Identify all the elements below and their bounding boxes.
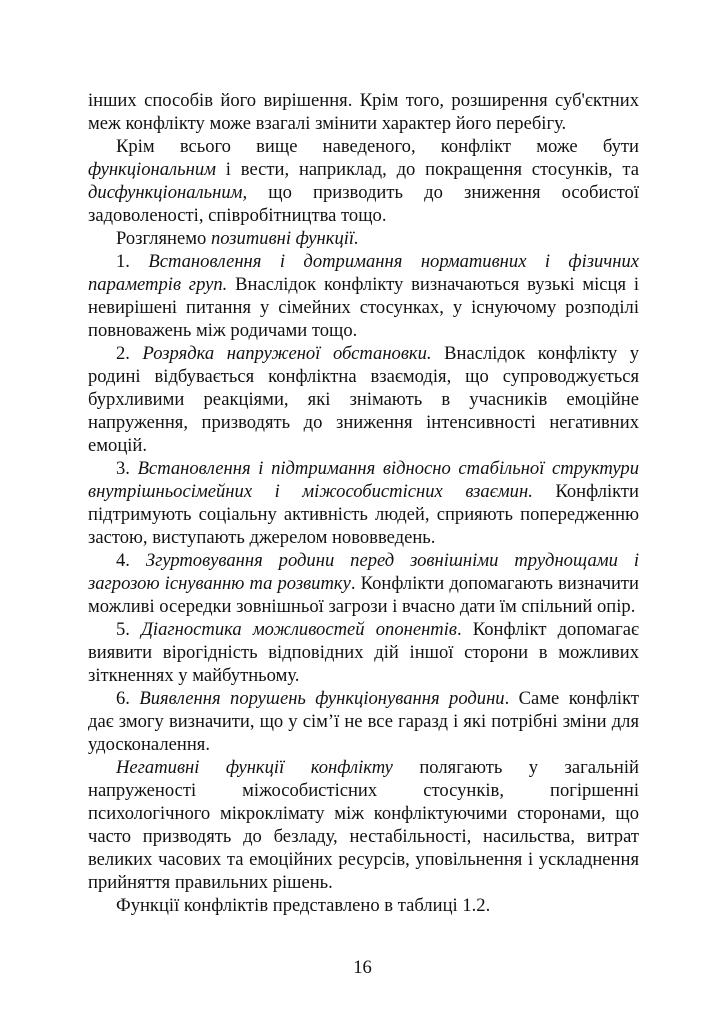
italic-text: Згуртовування родини перед зовнішніми труднощами і загрозою існуванню та розвитку	[88, 550, 640, 594]
text-run: . Конфлікт допомагає виявити вірогідність відповідних дій іншої сторони в можливих зіткненнях у майбутньому.	[88, 619, 639, 686]
paragraph	[88, 549, 639, 618]
text-run: і вести, наприклад, до покращення стосунків, та	[216, 159, 639, 180]
italic-text: Встановлення і дотримання нормативних і фізичних параметрів груп.	[88, 251, 639, 295]
italic-text: дисфункціональним,	[88, 182, 248, 203]
paragraph	[88, 756, 639, 894]
text-run: 4.	[116, 550, 146, 571]
text-run: Конфлікти підтримують соціальну активність людей, сприяють попередженню застою, виступають джерелом нововведень.	[88, 481, 639, 548]
paragraph	[88, 89, 639, 135]
italic-text: Виявлення порушень функціонування родини	[139, 688, 505, 709]
document-page	[88, 89, 639, 917]
text-run: 3.	[116, 458, 138, 479]
text-run: . Саме конфлікт дає змогу визначити, що у сім’ї не все гаразд і які потрібні зміни для удосконалення.	[88, 688, 639, 755]
text-run: Функції конфліктів представлено в таблиці 1.2.	[116, 895, 491, 916]
text-run: Розглянемо	[116, 228, 211, 249]
italic-text: функціональним	[88, 159, 216, 180]
italic-text: Діагностика можливостей опонентів	[141, 619, 457, 640]
paragraph	[88, 250, 639, 342]
text-run: Внаслідок конфлікту визначаються вузькі місця і невирішені питання у сімейних стосунках, у існуючому розподілі повноважень між родичами тощо.	[88, 274, 639, 341]
text-run: Внаслідок конфлікту у родині відбувається конфліктна взаємодія, що супроводжується бурхливими реакціями, які знімають в учасників емоційне напруження, призводять до зниження інтенсивності негативних емоцій.	[88, 343, 640, 456]
italic-text: Негативні функції конфлікту	[116, 757, 393, 778]
paragraph	[88, 618, 639, 687]
paragraph	[88, 135, 639, 227]
paragraph	[88, 894, 639, 917]
text-run: полягають у загальній напруженості міжособистісних стосунків, погіршенні психологічного мікроклімату між конфліктуючими сторонами, що часто призводять до безладу, нестабільності, насильства, витрат великих часових та емоційних ресурсів, уповільнення і ускладнення прийняття правильних рішень.	[88, 757, 639, 893]
text-run: . Конфлікти допомагають визначити можливі осередки зовнішньої загрози і вчасно дати їм спільний опір.	[88, 573, 639, 617]
text-run: що призводить до зниження особистої задоволеності, співробітництва тощо.	[88, 182, 639, 226]
page-number: 16	[353, 957, 372, 978]
paragraph	[88, 687, 639, 756]
text-run: 1.	[116, 251, 149, 272]
text-run: 6.	[116, 688, 140, 709]
italic-text: Розрядка напруженої обстановки.	[142, 343, 432, 364]
paragraph	[88, 457, 639, 549]
text-run: 5.	[116, 619, 142, 640]
paragraph	[88, 227, 639, 250]
italic-text: Встановлення і підтримання відносно стабільної структури внутрішньосімейних і міжособистісних взаємин.	[88, 458, 640, 502]
text-run: Крім всього вище наведеного, конфлікт може бути	[116, 136, 639, 157]
text-run: 2.	[116, 343, 143, 364]
text-run: інших способів його вирішення. Крім того, розширення суб'єктних меж конфлікту може взагалі змінити характер його перебігу.	[88, 90, 639, 134]
paragraph	[88, 342, 639, 457]
italic-text: позитивні функції.	[210, 228, 359, 249]
